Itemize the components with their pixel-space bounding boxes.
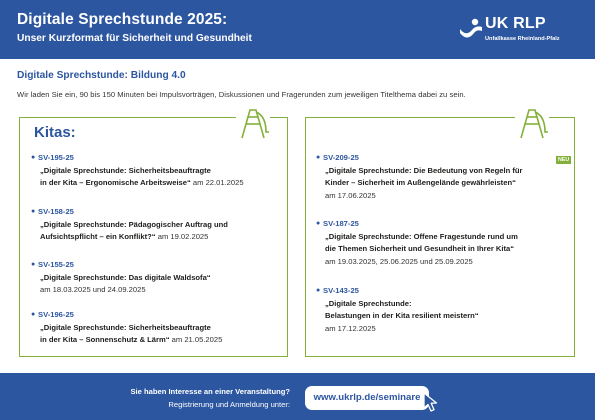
list-item bbox=[31, 152, 244, 190]
bullet-icon: ● bbox=[31, 208, 36, 215]
course-date: am 18.03.2025 und 24.09.2025 bbox=[40, 285, 146, 294]
intro-text: Wir laden Sie ein, 90 bis 150 Minuten bei Impulsvorträgen, Diskussionen und Fragerunden zum jeweiligen Titelthema dabei zu sein. bbox=[17, 90, 466, 99]
logo-mark-icon bbox=[458, 17, 484, 41]
footer-question: Sie haben Interesse an einer Veranstaltung? bbox=[130, 387, 290, 396]
course-title: Belastungen in der Kita resilient meistern“ bbox=[325, 311, 479, 320]
list-item bbox=[316, 285, 479, 335]
bullet-icon: ● bbox=[31, 154, 36, 161]
course-title: „Digitale Sprechstunde: Offene Fragestunde rund um bbox=[325, 231, 518, 241]
kitas-heading: Kitas: bbox=[34, 124, 79, 141]
course-code: SV-195-25 bbox=[38, 153, 74, 162]
course-date: am 19.02.2025 bbox=[155, 232, 209, 241]
logo-subtext: Unfallkasse Rheinland-Pfalz bbox=[485, 36, 560, 42]
course-code: SV-209-25 bbox=[323, 153, 359, 162]
list-item bbox=[31, 206, 228, 244]
course-title: in der Kita – Sonnenschutz & Lärm“ bbox=[40, 335, 170, 344]
playground-slide-icon bbox=[236, 106, 270, 140]
footer-registration: Registrierung und Anmeldung unter: bbox=[168, 400, 290, 409]
pointer-cursor-icon bbox=[421, 391, 445, 415]
course-code: SV-155-25 bbox=[38, 260, 74, 269]
course-title: „Digitale Sprechstunde: bbox=[325, 298, 412, 308]
course-date: am 17.06.2025 bbox=[325, 190, 376, 200]
list-item bbox=[31, 309, 223, 347]
list-item bbox=[316, 152, 523, 202]
new-badge: NEU bbox=[558, 157, 570, 163]
footer-bar bbox=[0, 373, 595, 420]
course-code: SV-196-25 bbox=[38, 310, 74, 319]
seminar-link[interactable]: www.ukrlp.de/seminare bbox=[305, 386, 429, 410]
course-title: „Digitale Sprechstunde: Die Bedeutung von Regeln für bbox=[325, 165, 523, 175]
page-subtitle: Unser Kurzformat für Sicherheit und Gesundheit bbox=[17, 33, 252, 44]
course-title: „Digitale Sprechstunde: Pädagogischer Auftrag und bbox=[40, 219, 228, 229]
course-code: SV-187-25 bbox=[323, 219, 359, 228]
course-code: SV-158-25 bbox=[38, 207, 74, 216]
course-title: in der Kita – Ergonomische Arbeitsweise“ bbox=[40, 178, 191, 187]
course-date: am 17.12.2025 bbox=[325, 323, 376, 333]
course-title: „Digitale Sprechstunde: Das digitale Waldsofa“ bbox=[40, 272, 211, 282]
course-code: SV-143-25 bbox=[323, 286, 359, 295]
uk-rlp-logo bbox=[458, 17, 588, 51]
course-date: am 19.03.2025, 25.06.2025 und 25.09.2025 bbox=[325, 256, 473, 266]
page-title: Digitale Sprechstunde 2025: bbox=[17, 11, 228, 28]
course-title: die Themen Sicherheit und Gesundheit in Ihrer Kita“ bbox=[325, 244, 515, 253]
section-title: Digitale Sprechstunde: Bildung 4.0 bbox=[17, 70, 186, 81]
course-date: am 21.05.2025 bbox=[169, 335, 223, 344]
course-title: Kinder – Sicherheit im Außengelände gewährleisten“ bbox=[325, 178, 516, 187]
course-title: Aufsichtspflicht – ein Konflikt?“ bbox=[40, 232, 156, 241]
course-date: am 22.01.2025 bbox=[190, 178, 244, 187]
course-title: „Digitale Sprechstunde: Sicherheitsbeauftragte bbox=[40, 322, 211, 332]
bullet-icon: ● bbox=[31, 261, 36, 268]
course-title: „Digitale Sprechstunde: Sicherheitsbeauftragte bbox=[40, 165, 211, 175]
playground-slide-icon bbox=[515, 106, 549, 140]
logo-text: UK RLP bbox=[485, 15, 546, 32]
bullet-icon: ● bbox=[316, 287, 321, 294]
list-item bbox=[31, 259, 211, 297]
bullet-icon: ● bbox=[316, 220, 321, 227]
bullet-icon: ● bbox=[316, 154, 321, 161]
bullet-icon: ● bbox=[31, 311, 36, 318]
list-item bbox=[316, 218, 518, 268]
